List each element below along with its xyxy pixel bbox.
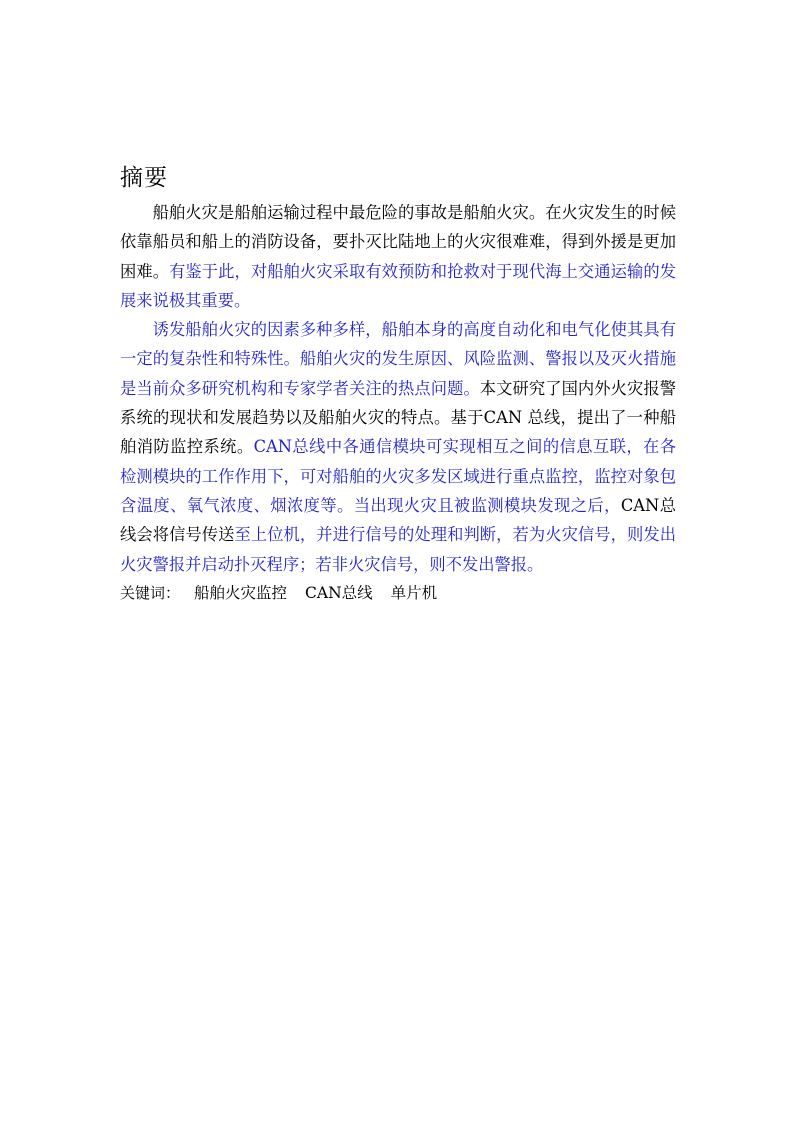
keyword-item: CAN总线 <box>305 583 373 602</box>
keywords-line <box>120 579 676 608</box>
paragraph-2-segment: CAN总线会将信号传送 <box>120 495 676 545</box>
keyword-item: 单片机 <box>390 583 438 602</box>
keywords-label: 关键词： <box>120 583 181 602</box>
keyword-item: 船舶火灾监控 <box>194 583 288 602</box>
abstract-title: 摘要 <box>120 165 168 191</box>
abstract-paragraph-2 <box>120 315 676 579</box>
paragraph-2-segment: 本文研究了国内外火灾报警系统的现状和发展趋势以及船舶火灾的特点。基于CAN 总线，提出了一种船舶消防监控系统。 <box>120 378 676 457</box>
paragraph-2-segment: CAN总线中各通信模块可实现相互之间的信息互联，在各检测模块的工作作用下，可对船舶的火灾多发区域进行重点监控，监控对象包含温度、氧气浓度、烟浓度等。当出现火灾且被监测模块发现之后， <box>120 437 676 515</box>
abstract-paragraph-1 <box>120 198 676 315</box>
paragraph-2-segment: 至上位机，并进行信号的处理和判断，若为火灾信号，则发出火灾警报并启动扑灭程序；若非火灾信号，则不发出警报。 <box>120 525 676 574</box>
abstract-section <box>120 158 676 608</box>
paragraph-1-segment: 有鉴于此，对船舶火灾采取有效预防和抢救对于现代海上交通运输的发展来说极其重要。 <box>120 261 676 310</box>
paragraph-1-segment: 船舶火灾是船舶运输过程中最危险的事故是船舶火灾。在火灾发生的时候依靠船员和船上的消防设备，要扑灭比陆地上的火灾很难难，得到外援是更加困难。 <box>120 203 676 281</box>
paragraph-2-segment: 诱发船舶火灾的因素多种多样，船舶本身的高度自动化和电气化使其具有一定的复杂性和特殊性。船舶火灾的发生原因、风险监测、警报以及灭火措施是当前众多研究机构和专家学者关注的热点问题。 <box>120 320 676 398</box>
